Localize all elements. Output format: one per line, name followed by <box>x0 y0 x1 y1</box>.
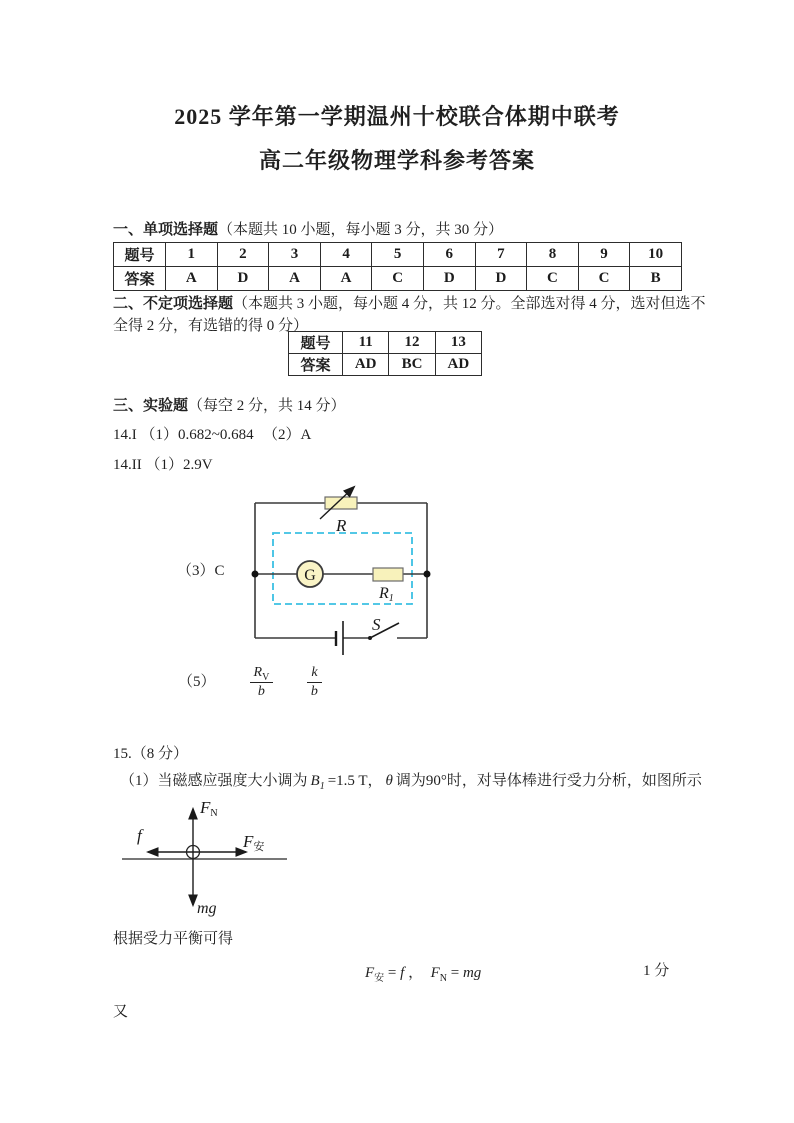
text-segment: （1）当磁感应强度大小调为 <box>120 773 308 789</box>
table-row-question-numbers <box>114 243 682 267</box>
qnum-cell: 10 <box>630 243 682 267</box>
force-diagram <box>90 795 310 925</box>
answer-cell: D <box>217 267 269 291</box>
symbol-F-subscript-an: 安 <box>253 841 265 853</box>
symbol-B-subscript: 1 <box>319 781 325 792</box>
qnum-cell: 1 <box>166 243 218 267</box>
answer-cell: BC <box>389 354 435 376</box>
answer-cell: C <box>578 267 630 291</box>
symbol-F: F <box>365 965 375 981</box>
label-FN <box>199 798 218 819</box>
symbol-B1 <box>310 773 325 792</box>
item-number: 14.II <box>113 457 142 473</box>
symbol-FN <box>430 965 447 984</box>
doc-title-line1: 2025 学年第一学期温州十校联合体期中联考 <box>174 104 620 129</box>
section1-heading-note: （本题共 10 小题，每小题 3 分，共 30 分） <box>218 222 504 238</box>
qnum-cell: 4 <box>320 243 372 267</box>
row-header-answer: 答案 <box>114 267 166 291</box>
symbol-f: f <box>400 965 405 981</box>
continuation-text: 又 <box>113 1004 129 1020</box>
answer-cell: D <box>475 267 527 291</box>
rheostat-label: R <box>336 516 347 535</box>
qnum-cell: 8 <box>527 243 579 267</box>
answer-cell: AD <box>343 354 389 376</box>
row-header-answer: 答案 <box>289 354 343 376</box>
doc-title-line2: 高二年级物理学科参考答案 <box>258 148 535 173</box>
label-friction: f <box>137 826 142 845</box>
resistor-r1-label <box>378 585 394 604</box>
equals-sign: = <box>387 965 397 981</box>
symbol-F-subscript-N: N <box>210 808 218 819</box>
subscript-an: 安 <box>374 973 385 984</box>
answers-table-single-choice <box>113 242 682 291</box>
row-header-question: 题号 <box>114 243 166 267</box>
score-mark: 1 分 <box>643 963 670 979</box>
answer-cell: C <box>372 267 424 291</box>
qnum-cell: 3 <box>269 243 321 267</box>
answer-line-14-1b <box>263 425 311 445</box>
balance-statement: 根据受力平衡可得 <box>113 931 234 947</box>
answer-cell: B <box>630 267 682 291</box>
symbol-F: F <box>200 798 211 817</box>
section1-heading <box>113 220 503 240</box>
text-segment: 调为90°时，对导体棒进行受力分析，如图所示 <box>395 773 702 789</box>
fraction-denominator: b <box>257 683 265 699</box>
fraction-k-over-b <box>307 666 321 699</box>
question15-heading: 15.（8 分） <box>113 746 189 762</box>
qnum-cell: 6 <box>423 243 475 267</box>
section2-heading-line1 <box>113 294 706 314</box>
answer-line-14-2 <box>113 455 213 475</box>
junction-dot-right <box>424 571 431 578</box>
symbol-theta: θ <box>385 773 393 789</box>
answer-cell: A <box>166 267 218 291</box>
answer-line-14-5 <box>178 660 322 704</box>
answer-cell: AD <box>435 354 481 376</box>
section1-heading-title: 一、单项选择题 <box>113 222 219 238</box>
fraction-numerator <box>250 666 274 683</box>
qnum-cell: 2 <box>217 243 269 267</box>
equals-sign: = <box>450 965 460 981</box>
fraction-rv-over-b <box>250 666 274 699</box>
blank-label: （2） <box>263 427 301 443</box>
blank-answer: 0.682~0.684 <box>178 427 254 443</box>
answer-cell: A <box>269 267 321 291</box>
text-segment: =1.5 T， <box>327 773 383 789</box>
blank-answer: 2.9V <box>183 457 213 473</box>
symbol-R-subscript: V <box>262 671 270 683</box>
answer-cell: D <box>423 267 475 291</box>
comma: ， <box>408 965 424 981</box>
blank-answer: A <box>300 427 312 443</box>
table-row-answers <box>289 354 482 376</box>
symbol-B: B <box>310 773 320 789</box>
answer-line-14-1 <box>113 425 254 445</box>
question15-part1-text <box>120 771 702 791</box>
section3-heading <box>113 396 346 416</box>
symbol-F-ampere <box>365 965 385 984</box>
resistor-r1-letter: R <box>379 585 389 602</box>
row-header-question: 题号 <box>289 332 343 354</box>
circuit-diagram <box>240 478 440 663</box>
junction-dot-left <box>252 571 259 578</box>
fraction-denominator: b <box>310 683 318 699</box>
symbol-mg: mg <box>462 965 482 981</box>
label-mg: mg <box>197 900 217 917</box>
fraction-numerator: k <box>307 666 321 683</box>
blank-label: （1） <box>140 427 179 443</box>
switch-label: S <box>372 615 381 634</box>
section3-heading-note: （每空 2 分，共 14 分） <box>188 398 346 414</box>
answer-cell: C <box>527 267 579 291</box>
answers-table-multi-choice <box>288 331 482 376</box>
galvanometer-label: G <box>304 567 316 584</box>
qnum-cell: 9 <box>578 243 630 267</box>
blank-label: （1） <box>145 457 184 473</box>
section2-heading-note1: （本题共 3 小题，每小题 4 分，共 12 分。全部选对得 4 分，选对但选不 <box>233 296 706 312</box>
table-row-answers <box>114 267 682 291</box>
blank-label: （5） <box>178 674 216 690</box>
equation-force-balance <box>365 961 481 982</box>
qnum-cell: 7 <box>475 243 527 267</box>
symbol-F: F <box>430 965 440 981</box>
label-F-ampere <box>242 832 264 853</box>
section2-heading-title: 二、不定项选择题 <box>113 296 234 312</box>
qnum-cell: 11 <box>343 332 389 354</box>
qnum-cell: 12 <box>389 332 435 354</box>
subscript-N: N <box>439 973 447 984</box>
answer-line-14-3 <box>177 561 225 581</box>
blank-answer: C <box>214 563 225 579</box>
section2-heading-line2: 全得 2 分，有选错的得 0 分） <box>113 318 309 334</box>
symbol-F: F <box>243 832 254 851</box>
resistor-r1-body <box>373 568 403 581</box>
resistor-r1-subscript: 1 <box>388 593 394 604</box>
table-row-question-numbers <box>289 332 482 354</box>
answer-cell: A <box>320 267 372 291</box>
section3-heading-title: 三、实验题 <box>113 398 189 414</box>
qnum-cell: 13 <box>435 332 481 354</box>
blank-label: （3） <box>177 563 215 579</box>
symbol-R: R <box>253 664 263 680</box>
qnum-cell: 5 <box>372 243 424 267</box>
item-number: 14.I <box>113 427 137 443</box>
